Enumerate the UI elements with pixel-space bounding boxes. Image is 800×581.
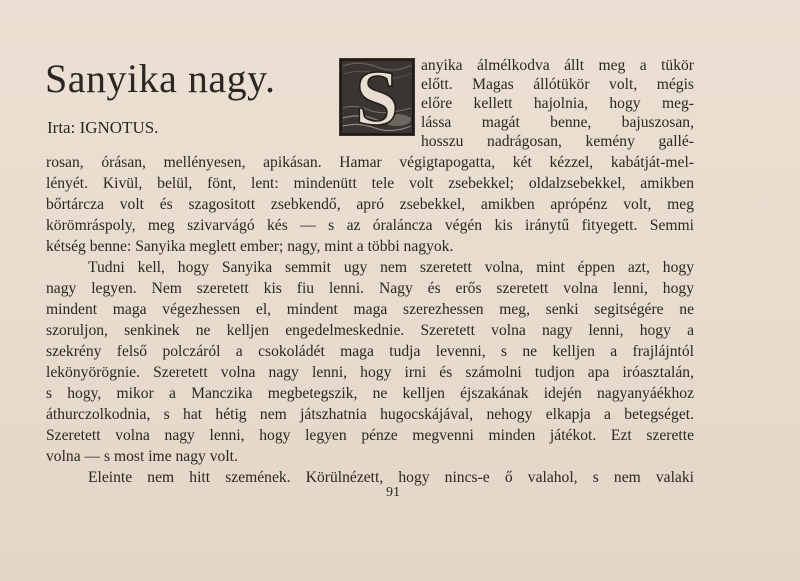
text-line: előtt. Magas állótükör volt, mégis [421,76,694,93]
text-line: mindent maga végezhessen el, mindent maga szerezhessen meg, senki segitségére ne [46,301,694,318]
article-byline: Irta: IGNOTUS. [47,118,159,137]
text-line: hosszu nadrágosan, kemény gallé- [421,133,694,150]
article-title: Sanyika nagy. [45,56,276,101]
text-line: szekrény felső polczáról a csokoládét maga tudja levenni, s ne kelljen a frajlájntól [46,343,694,360]
text-line: s hogy, mikor a Manczika megbetegszik, ne kelljen éjszakának idején nagyanyáékhoz [46,385,694,402]
text-line: rosan, órásan, mellényesen, apikásan. Hamar végigtapogatta, két kézzel, kabátját-mel- [46,154,694,171]
text-line: Szeretett volna nagy lenni, hogy legyen pénze megvenni minden játékot. Ezt szerette [46,427,694,444]
text-line: áthurczolkodnia, s hat hétig nem játszhatnia hugocskájával, nehogy elkapja a betegséget. [46,406,694,423]
text-line: Tudni kell, hogy Sanyika semmit ugy nem szeretett volna, mint éppen azt, hogy [88,259,694,276]
text-line: szoruljon, senkinek ne kelljen engedelmeskednie. Szeretett volna nagy lenni, hogy a [46,322,694,339]
page-number: 91 [386,485,400,500]
text-line: nagy legyen. Nem szeretett kis fiu lenni. Nagy és erős szeretett volna lenni, hogy [46,280,694,297]
text-line: Eleinte nem hitt szemének. Körülnézett, hogy nincs-e ő valahol, s nem valaki [88,469,694,486]
text-line: körömráspoly, meg szivarvágó kés — s az óraláncza végén kis iránytű fityegett. Semmi [46,217,694,234]
text-line: lényét. Kivül, belül, fönt, lent: mindenütt tele volt zsebekkel; oldalzsebekkel, amikben [46,175,694,192]
drop-cap-illustration [339,58,415,136]
decorated-initial-s [339,58,415,136]
text-line: kétség benne: Sanyika meglett ember; nagy, mint a többi nagyok. [46,238,454,255]
text-line: lekönyörögnie. Szeretett volna nagy lenni, hogy irni és számolni tudjon apa iróasztalán, [46,364,694,381]
initial-letter: S [355,58,399,136]
text-line: előre kellett hajolnia, hogy meg- [421,95,694,112]
text-line: bőrtárcza volt és szagositott zsebkendő, apró zsebekkel, amikben aprópénz volt, meg [46,196,694,213]
text-line: volna — s most ime nagy volt. [46,448,238,465]
text-line: anyika álmélkodva állt meg a tükör [421,57,694,74]
text-line: lássa magát benne, bajuszosan, [421,114,694,131]
